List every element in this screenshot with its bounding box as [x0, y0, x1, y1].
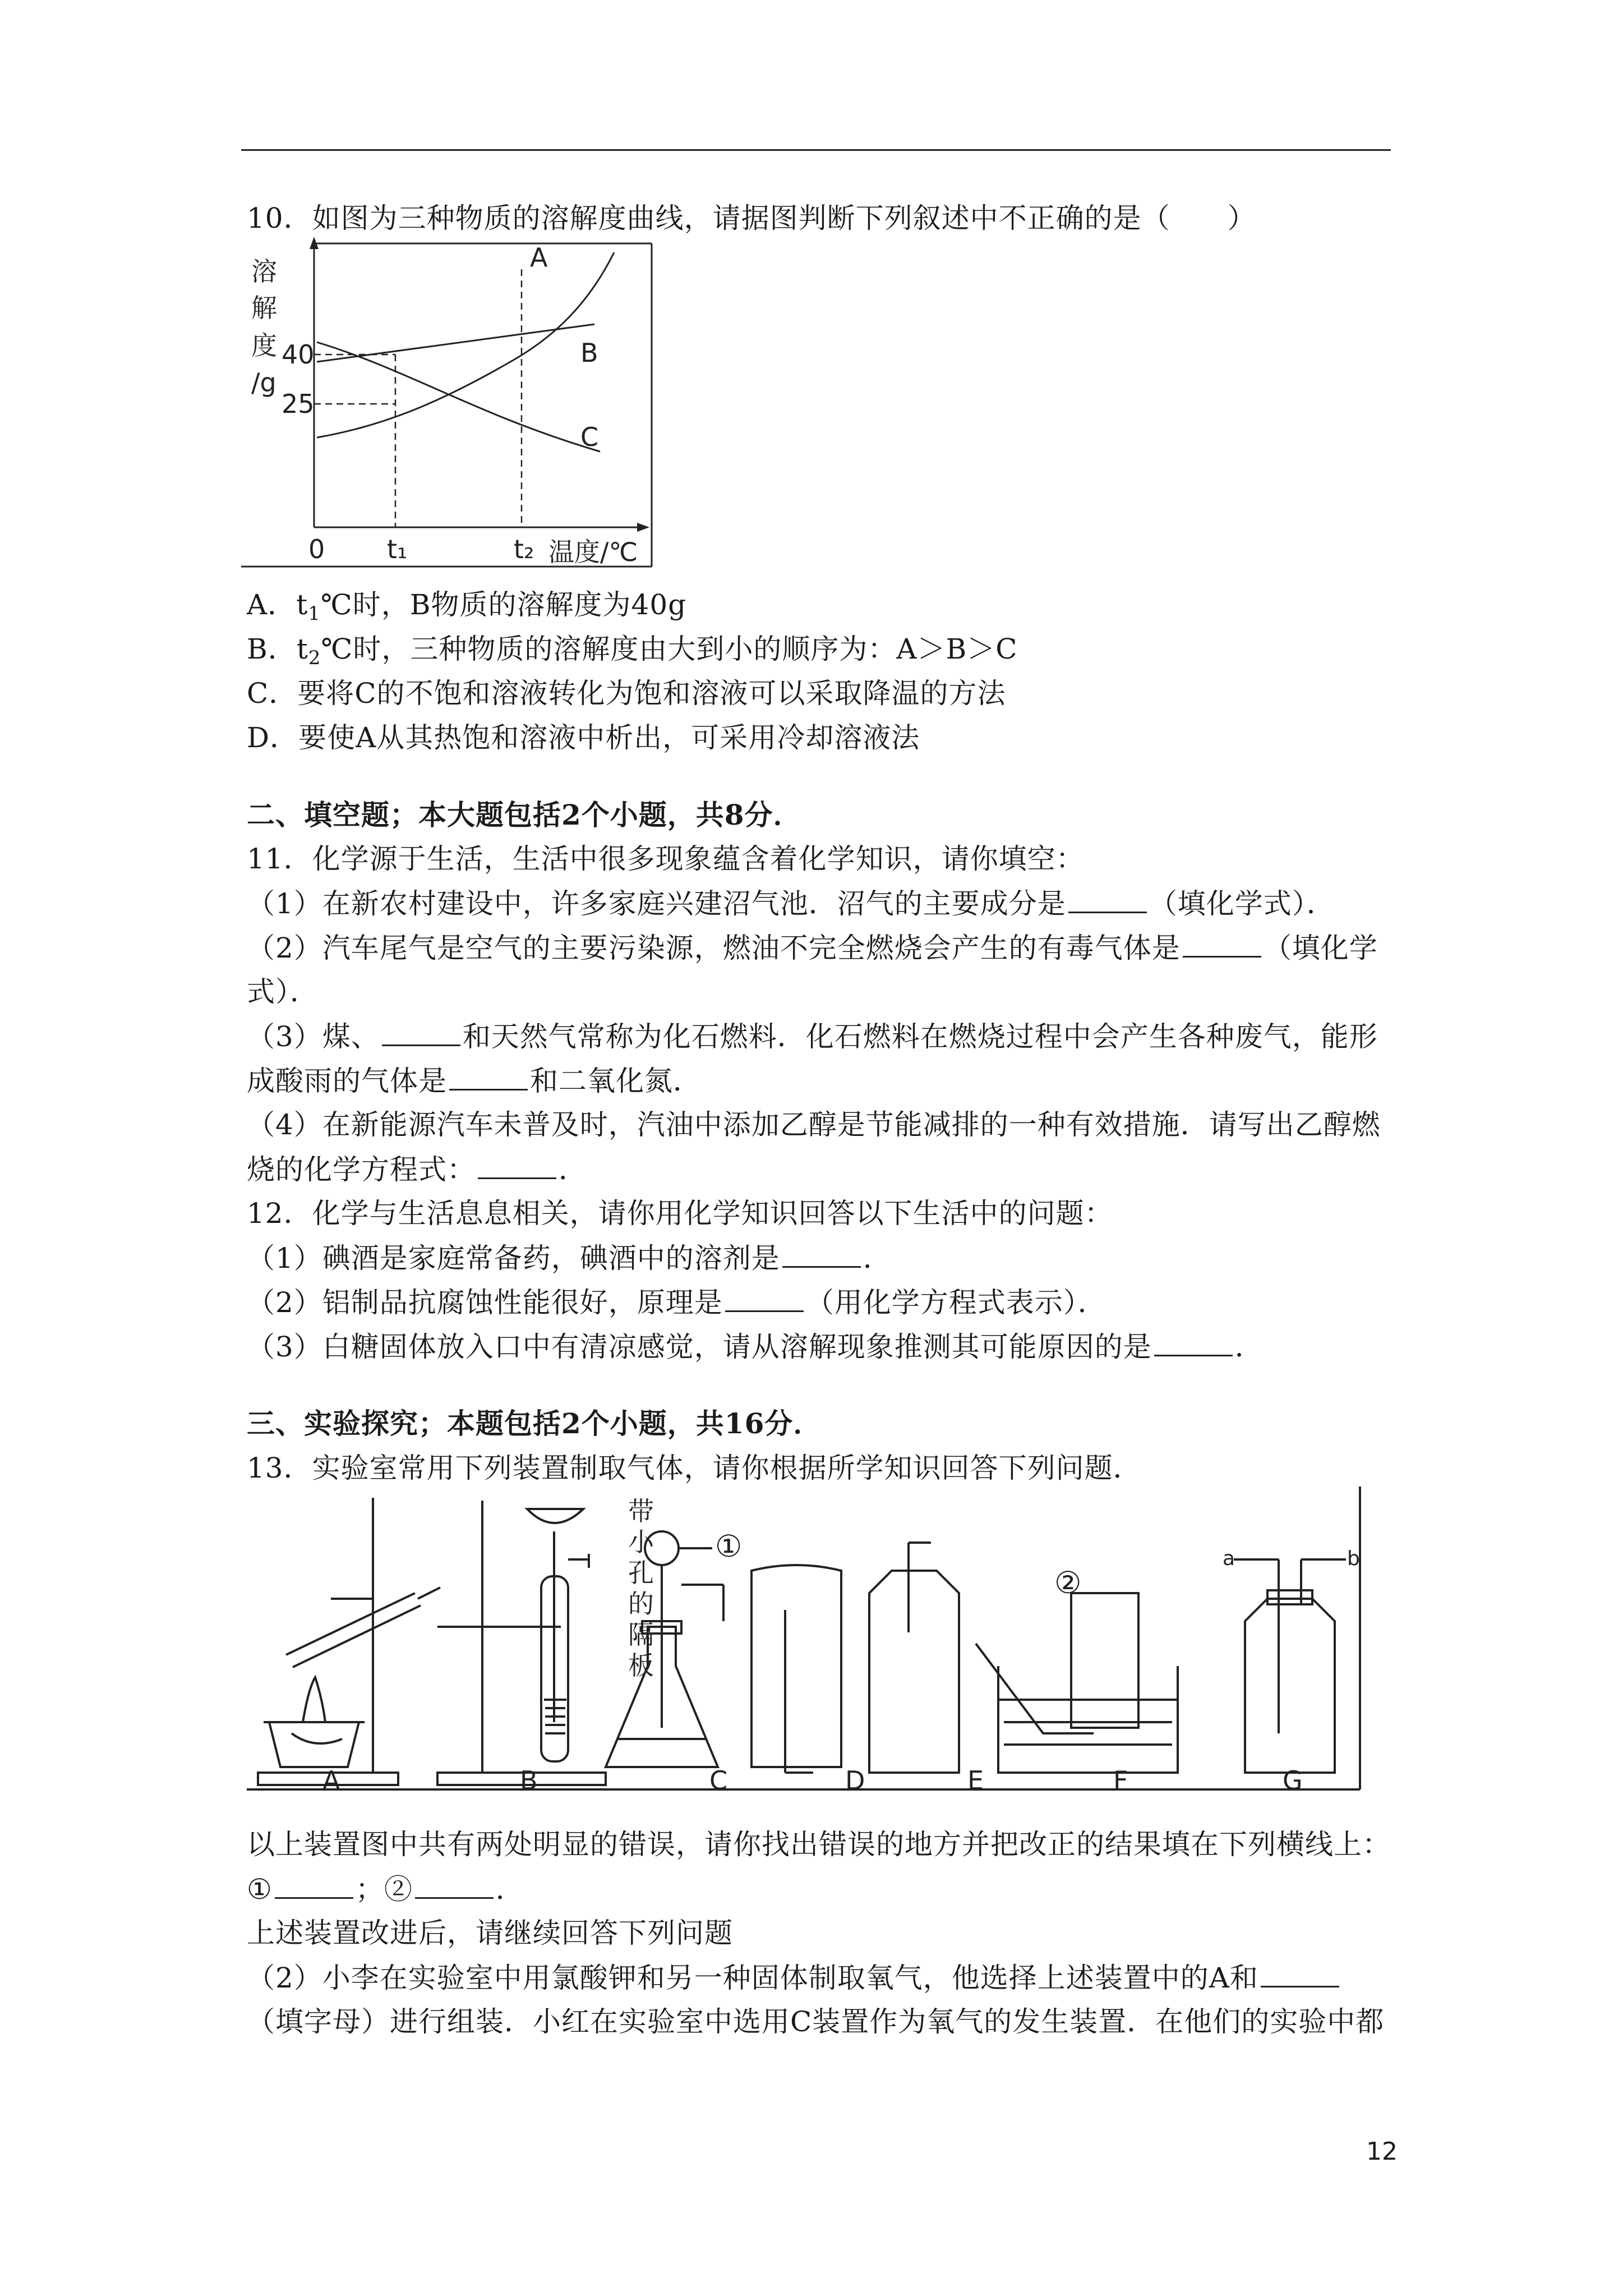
figure-label-g: G — [1283, 1765, 1303, 1796]
apparatus-b — [437, 1501, 606, 1785]
answer-blank[interactable] — [275, 1870, 353, 1899]
q11-part3: （3）煤、 和天然气常称为化石燃料．化石燃料在燃烧过程中会产生各种废气，能形 — [247, 1018, 1378, 1055]
note-char-1: 带 — [628, 1496, 654, 1526]
answer-blank[interactable] — [449, 1062, 528, 1091]
q10-option-d: D．要使A从其热饱和溶液中析出，可采用冷却溶液法 — [247, 721, 920, 754]
note-char-4: 的 — [628, 1589, 654, 1619]
apparatus-e — [869, 1543, 959, 1773]
y-label-4: /g — [251, 367, 276, 398]
q13-line3: 上述装置改进后，请继续回答下列问题 — [247, 1917, 733, 1949]
circle-label-2: ② — [1054, 1565, 1082, 1600]
section2-title: 二、填空题；本大题包括2个小题，共8分． — [247, 798, 802, 831]
y-tick-40: 40 — [282, 339, 315, 370]
q13-line5: （填字母）进行组装．小红在实验室中选用C装置作为氧气的发生装置．在他们的实验中都 — [247, 2005, 1385, 2038]
q10-option-b: B．$t_2℃$时，三种物质的溶解度由大到小的顺序为：A＞B＞C — [247, 633, 1018, 669]
header-rule — [241, 149, 1391, 151]
q13-line1: 以上装置图中共有两处明显的错误，请你找出错误的地方并把改正的结果填在下列横线上： — [247, 1828, 1391, 1861]
answer-blank[interactable] — [782, 1239, 861, 1268]
y-label-2: 解 — [251, 293, 277, 323]
x-axis-label: 温度/℃ — [548, 537, 638, 567]
curve-a — [317, 252, 614, 438]
answer-blank[interactable] — [1154, 1328, 1233, 1356]
q11-part3-cont: 成酸雨的气体是 和二氧化氮． — [247, 1062, 702, 1099]
q12-stem: 12．化学与生活息息相关，请你用化学知识回答以下生活中的问题： — [247, 1197, 1113, 1230]
apparatus-a — [258, 1498, 440, 1785]
answer-blank[interactable] — [415, 1870, 494, 1899]
figure-label-f: F — [1113, 1765, 1128, 1796]
curve-label-b: B — [580, 338, 598, 368]
port-label-a: a — [1223, 1547, 1235, 1570]
x-tick-t1: t₁ — [387, 534, 408, 564]
q13-line2: ① ；② ． — [247, 1870, 524, 1908]
q11-part1: （1）在新农村建设中，许多家庭兴建沼气池．沼气的主要成分是 （填化学式）． — [247, 885, 1335, 922]
circle-label-1: ① — [715, 1529, 743, 1564]
figure-label-c: C — [709, 1765, 728, 1796]
answer-blank[interactable] — [725, 1283, 804, 1312]
apparatus-c — [606, 1531, 723, 1767]
q11-part2-cont: 式）． — [247, 976, 319, 1008]
x-tick-0: 0 — [308, 534, 325, 564]
figure-label-d: D — [845, 1765, 865, 1796]
q13-line4: （2）小李在实验室中用氯酸钾和另一种固体制取氧气，他选择上述装置中的A和 — [247, 1959, 1341, 1996]
apparatus-f — [976, 1593, 1178, 1773]
solubility-chart — [241, 236, 673, 572]
answer-blank[interactable] — [1261, 1959, 1339, 1987]
q10-option-a: A．$t_1℃$时，B物质的溶解度为40g — [247, 588, 687, 625]
answer-blank[interactable] — [478, 1151, 556, 1179]
y-tick-25: 25 — [282, 389, 315, 419]
curve-label-a: A — [530, 242, 548, 273]
q12-part2: （2）铝制品抗腐蚀性能很好，原理是 （用化学方程式表示）． — [247, 1283, 1106, 1321]
y-label-3: 度 — [251, 330, 277, 361]
q11-part4: （4）在新能源汽车未普及时，汽油中添加乙醇是节能减排的一种有效措施．请写出乙醇燃 — [247, 1108, 1381, 1141]
q11-stem: 11．化学源于生活，生活中很多现象蕴含着化学知识，请你填空： — [247, 843, 1085, 875]
answer-blank[interactable] — [382, 1018, 460, 1046]
note-char-5: 隔 — [628, 1619, 654, 1650]
page-number: 12 — [1366, 2137, 1398, 2166]
apparatus-g — [1234, 1559, 1346, 1773]
note-char-3: 孔 — [628, 1558, 654, 1588]
figure-label-a: A — [322, 1765, 340, 1796]
apparatus-figure — [247, 1487, 1368, 1812]
curve-label-c: C — [580, 422, 599, 452]
y-label-1: 溶 — [251, 256, 277, 287]
q12-part1: （1）碘酒是家庭常备药，碘酒中的溶剂是 ． — [247, 1239, 892, 1277]
q11-part2: （2）汽车尾气是空气的主要污染源，燃油不完全燃烧会产生的有毒气体是 （填化学 — [247, 929, 1378, 967]
x-tick-t2: t₂ — [514, 534, 534, 564]
figure-label-b: B — [520, 1765, 538, 1796]
answer-blank[interactable] — [1183, 929, 1261, 958]
q12-part3: （3）白糖固体放入口中有清凉感觉，请从溶解现象推测其可能原因的是 ． — [247, 1328, 1264, 1365]
curve-c — [317, 342, 600, 452]
apparatus-d — [751, 1565, 841, 1773]
section3-title: 三、实验探究；本题包括2个小题，共16分． — [247, 1407, 822, 1440]
q10-option-c: C．要将C的不饱和溶液转化为饱和溶液可以采取降温的方法 — [247, 677, 1006, 710]
q10-stem: 10．如图为三种物质的溶解度曲线，请据图判断下列叙述中不正确的是（ ） — [247, 202, 1256, 234]
note-char-2: 小 — [628, 1527, 654, 1557]
q11-part4-cont: 烧的化学方程式： ． — [247, 1151, 587, 1188]
note-char-6: 板 — [628, 1650, 654, 1681]
figure-label-e: E — [967, 1765, 984, 1796]
x-axis-arrow — [637, 523, 649, 532]
answer-blank[interactable] — [1068, 885, 1147, 913]
port-label-b: b — [1347, 1547, 1360, 1570]
q13-stem: 13．实验室常用下列装置制取气体，请你根据所学知识回答下列问题． — [247, 1452, 1142, 1484]
